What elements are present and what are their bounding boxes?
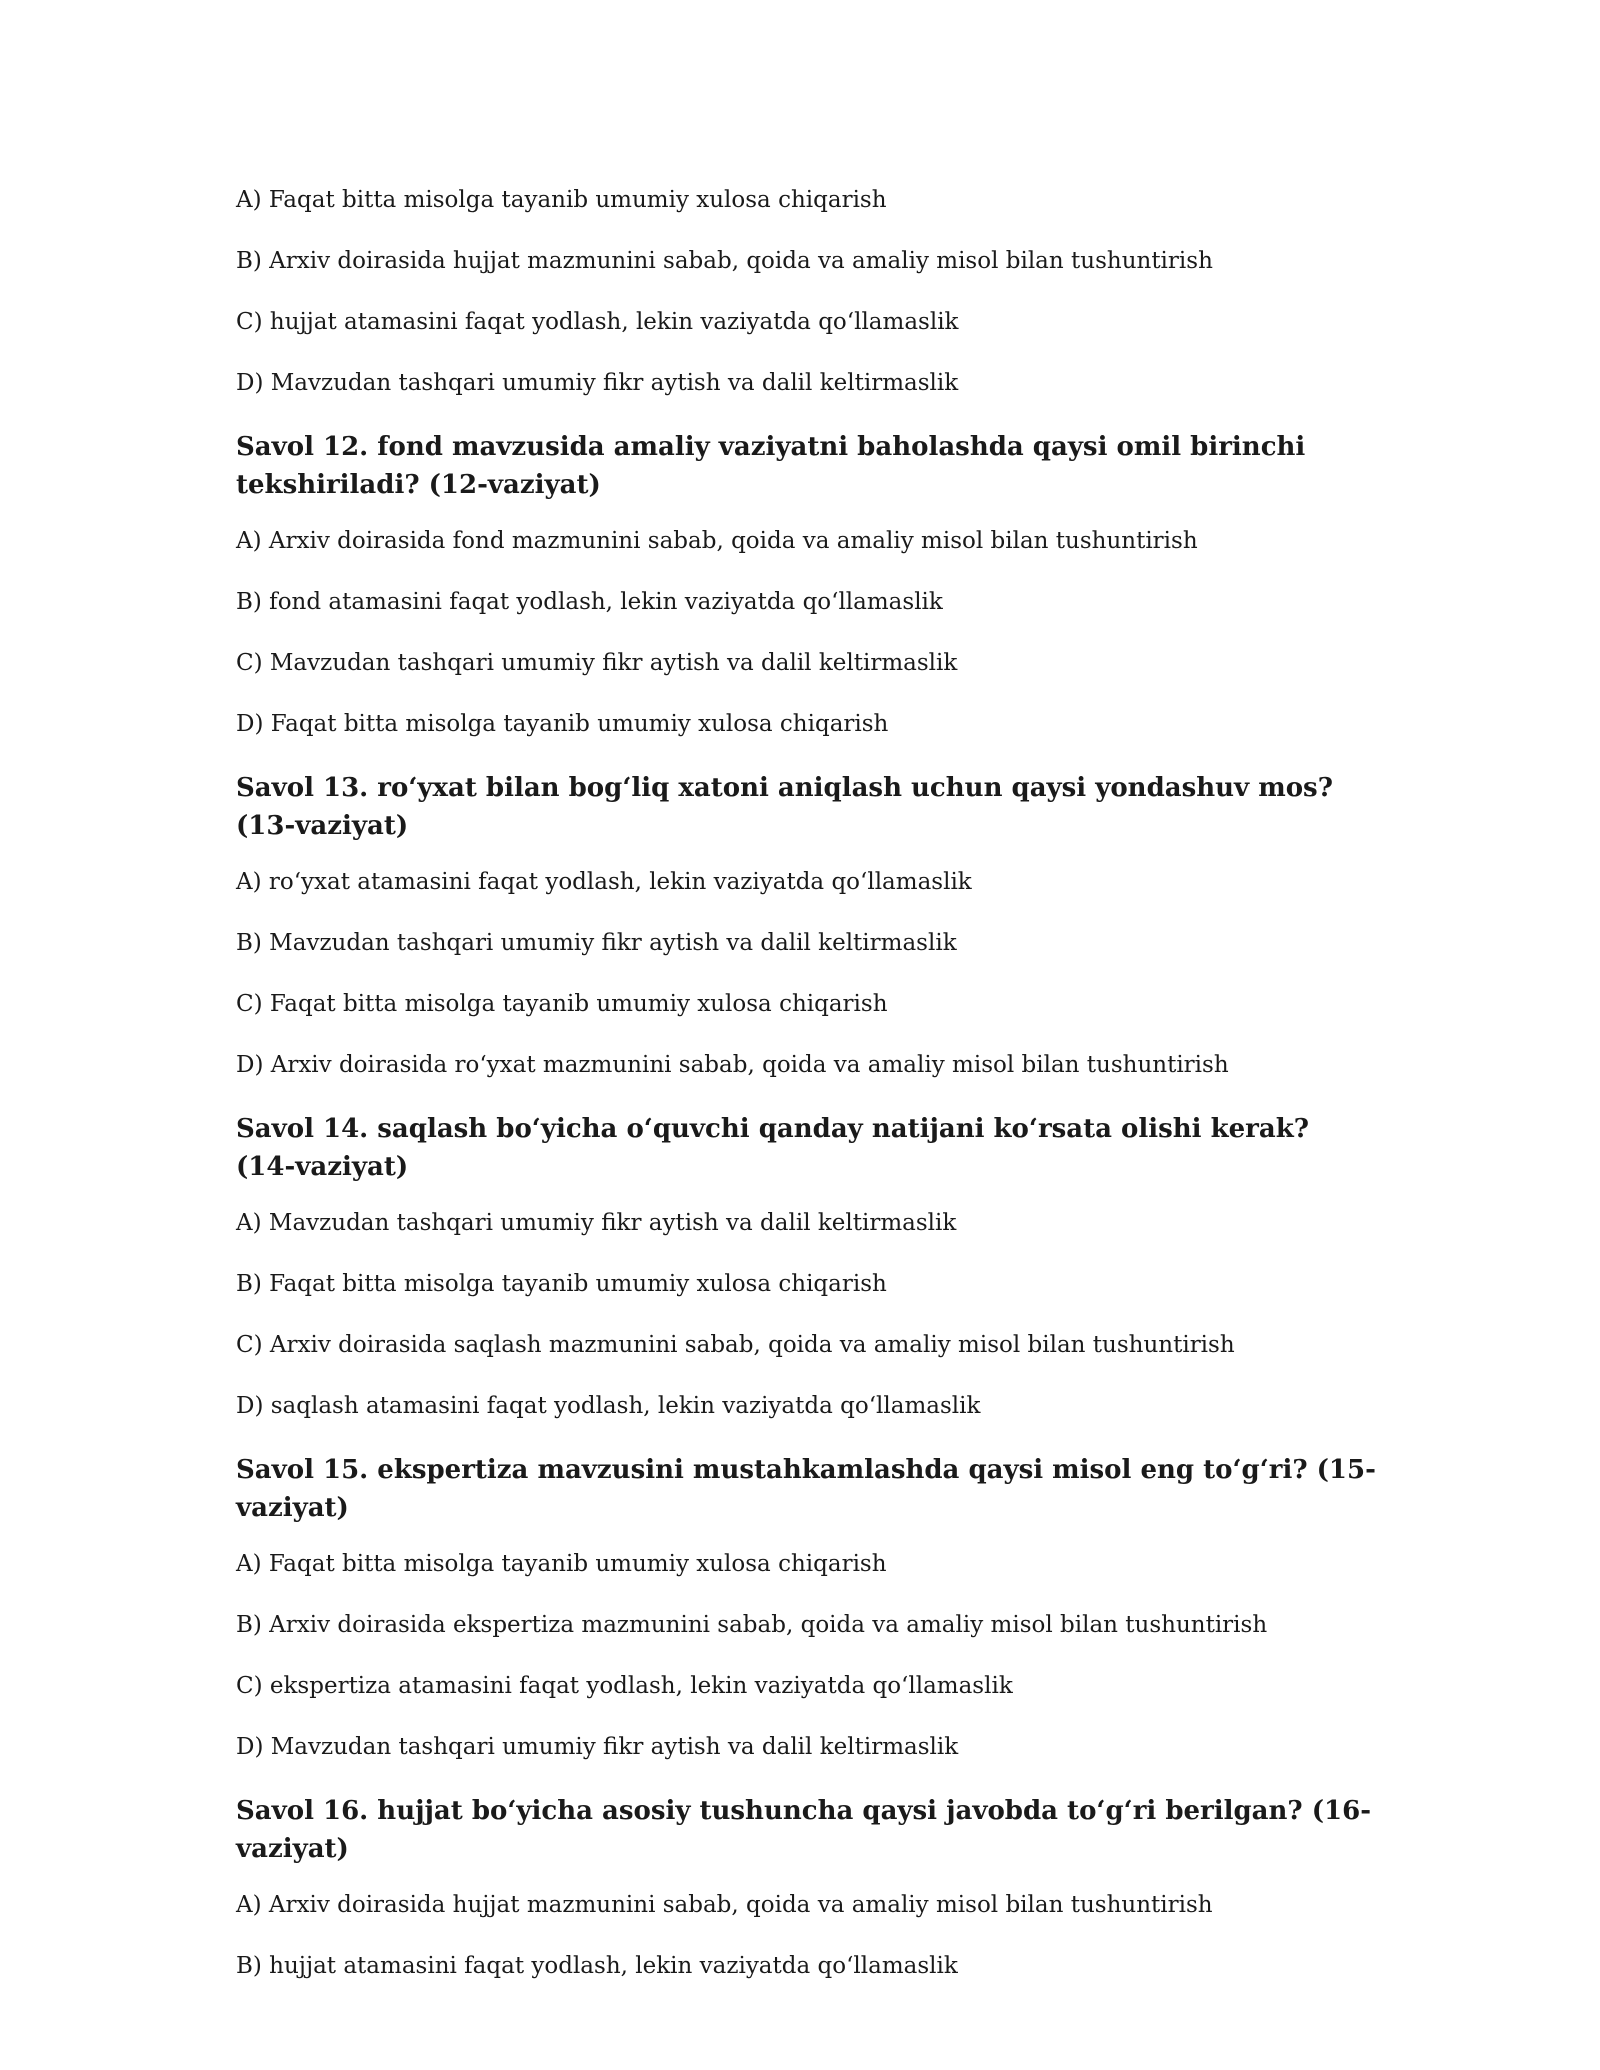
question-block-16 [236, 1792, 1376, 1982]
question-title: Savol 15. ekspertiza mavzusini mustahkamlashda qaysi misol eng to‘g‘ri? (15-vaziyat) [236, 1455, 1376, 1523]
question-block-13 [236, 769, 1376, 1081]
answer-option: A) ro‘yxat atamasini faqat yodlash, lekin vaziyatda qo‘llamaslik [236, 869, 972, 895]
answer-option: C) ekspertiza atamasini faqat yodlash, lekin vaziyatda qo‘llamaslik [236, 1673, 1013, 1699]
question-block-14 [236, 1110, 1376, 1422]
answer-option: D) Arxiv doirasida ro‘yxat mazmunini sabab, qoida va amaliy misol bilan tushuntirish [236, 1052, 1229, 1078]
answer-option: A) Faqat bitta misolga tayanib umumiy xulosa chiqarish [236, 187, 887, 213]
question-title: Savol 12. fond mavzusida amaliy vaziyatni baholashda qaysi omil birinchi tekshiriladi? (12-vaziyat) [236, 432, 1306, 500]
leading-options [236, 184, 1376, 399]
answer-option: D) Mavzudan tashqari umumiy fikr aytish va dalil keltirmaslik [236, 370, 959, 396]
answer-option: C) hujjat atamasini faqat yodlash, lekin vaziyatda qo‘llamaslik [236, 309, 959, 335]
answer-option: B) Arxiv doirasida hujjat mazmunini sabab, qoida va amaliy misol bilan tushuntirish [236, 248, 1213, 274]
question-block-12 [236, 428, 1376, 740]
answer-option: A) Arxiv doirasida fond mazmunini sabab, qoida va amaliy misol bilan tushuntirish [236, 528, 1198, 554]
document-body [236, 184, 1376, 2011]
question-title: Savol 14. saqlash bo‘yicha o‘quvchi qanday natijani ko‘rsata olishi kerak? (14-vaziyat) [236, 1114, 1309, 1182]
answer-option: C) Faqat bitta misolga tayanib umumiy xulosa chiqarish [236, 991, 888, 1017]
question-title: Savol 13. ro‘yxat bilan bog‘liq xatoni aniqlash uchun qaysi yondashuv mos? (13-vaziyat) [236, 773, 1333, 841]
answer-option: C) Mavzudan tashqari umumiy fikr aytish va dalil keltirmaslik [236, 650, 958, 676]
answer-option: A) Mavzudan tashqari umumiy fikr aytish va dalil keltirmaslik [236, 1210, 957, 1236]
answer-option: B) Arxiv doirasida ekspertiza mazmunini sabab, qoida va amaliy misol bilan tushuntirish [236, 1612, 1268, 1638]
answer-option: B) hujjat atamasini faqat yodlash, lekin vaziyatda qo‘llamaslik [236, 1953, 958, 1979]
answer-option: D) Faqat bitta misolga tayanib umumiy xulosa chiqarish [236, 711, 889, 737]
answer-option: A) Arxiv doirasida hujjat mazmunini sabab, qoida va amaliy misol bilan tushuntirish [236, 1892, 1213, 1918]
answer-option: D) Mavzudan tashqari umumiy fikr aytish va dalil keltirmaslik [236, 1734, 959, 1760]
answer-option: C) Arxiv doirasida saqlash mazmunini sabab, qoida va amaliy misol bilan tushuntirish [236, 1332, 1235, 1358]
answer-option: B) fond atamasini faqat yodlash, lekin vaziyatda qo‘llamaslik [236, 589, 943, 615]
question-title: Savol 16. hujjat bo‘yicha asosiy tushuncha qaysi javobda to‘g‘ri berilgan? (16-vaziyat) [236, 1796, 1371, 1864]
answer-option: B) Faqat bitta misolga tayanib umumiy xulosa chiqarish [236, 1271, 887, 1297]
answer-option: A) Faqat bitta misolga tayanib umumiy xulosa chiqarish [236, 1551, 887, 1577]
question-block-15 [236, 1451, 1376, 1763]
answer-option: B) Mavzudan tashqari umumiy fikr aytish va dalil keltirmaslik [236, 930, 957, 956]
answer-option: D) saqlash atamasini faqat yodlash, lekin vaziyatda qo‘llamaslik [236, 1393, 981, 1419]
